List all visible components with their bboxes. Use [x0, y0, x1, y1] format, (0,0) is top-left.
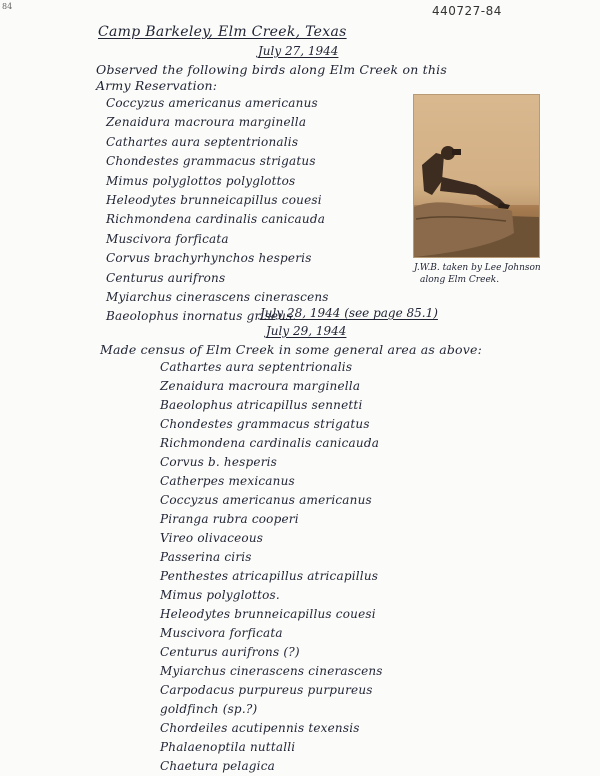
species-item: Chondestes grammacus strigatus	[160, 417, 370, 431]
photo-caption-line-2: along Elm Creek.	[420, 275, 500, 285]
species-item: Chondestes grammacus strigatus	[106, 154, 316, 169]
entry-date-july-27: July 27, 1944	[258, 44, 339, 58]
species-item: Mimus polyglottos.	[160, 588, 280, 602]
species-item: Myiarchus cinerascens cinerascens	[106, 289, 329, 304]
species-list-july-27	[106, 94, 329, 327]
location-heading: Camp Barkeley, Elm Creek, Texas	[98, 24, 347, 40]
species-item: Baeolophus inornatus griseus.	[106, 309, 297, 324]
census-intro: Made census of Elm Creek in some general area as above:	[100, 342, 483, 357]
species-item: Passerina ciris	[160, 550, 252, 564]
photo-caption-line-1: J.W.B. taken by Lee Johnson	[414, 263, 541, 273]
species-item: Penthestes atricapillus atricapillus	[160, 569, 379, 583]
catalog-number: 440727-84	[432, 4, 502, 18]
entry-date-july-29: July 29, 1944	[266, 324, 347, 338]
species-item: Heleodytes brunneicapillus couesi	[160, 607, 376, 621]
species-item: Baeolophus atricapillus sennetti	[160, 398, 363, 412]
species-item: goldfinch (sp.?)	[160, 702, 258, 716]
species-item: Chordeiles acutipennis texensis	[160, 721, 360, 735]
species-item: Richmondena cardinalis canicauda	[106, 212, 326, 227]
species-item: Coccyzus americanus americanus	[160, 493, 372, 507]
field-photograph	[414, 95, 539, 257]
species-item: Phalaenoptila nuttalli	[160, 740, 296, 754]
species-item: Centurus aurifrons	[106, 270, 226, 285]
entry-intro-line-1: Observed the following birds along Elm Creek on this	[96, 62, 447, 77]
species-item: Coccyzus americanus americanus	[106, 96, 318, 110]
species-item: Heleodytes brunneicapillus couesi	[106, 192, 322, 207]
photo-caption	[414, 262, 574, 286]
species-item: Cathartes aura septentrionalis	[160, 360, 353, 374]
species-item: Muscivora forficata	[160, 626, 283, 640]
species-item: Vireo olivaceous	[160, 531, 264, 545]
corner-page-mark: 84	[2, 2, 13, 11]
species-item: Catherpes mexicanus	[160, 474, 295, 488]
binoculars	[452, 149, 461, 155]
species-item: Myiarchus cinerascens cinerascens	[160, 664, 383, 678]
species-item: Corvus brachyrhynchos hesperis	[106, 251, 312, 266]
species-item: Zenaidura macroura marginella	[160, 379, 361, 393]
species-item: Zenaidura macroura marginella	[106, 115, 307, 130]
species-item: Mimus polyglottos polyglottos	[106, 173, 296, 188]
entry-date-july-28: July 28, 1944 (see page 85.1)	[260, 306, 438, 320]
species-item: Piranga rubra cooperi	[160, 512, 299, 526]
photo-scene	[414, 95, 539, 257]
species-item: Centurus aurifrons (?)	[160, 645, 300, 659]
entry-intro-line-2: Army Reservation:	[96, 78, 218, 93]
species-item: Richmondena cardinalis canicauda	[160, 436, 380, 450]
species-item: Chaetura pelagica	[160, 759, 275, 773]
species-item: Cathartes aura septentrionalis	[106, 134, 299, 149]
species-item: Carpodacus purpureus purpureus	[160, 683, 373, 697]
species-item: Corvus b. hesperis	[160, 455, 278, 469]
species-item: Muscivora forficata	[106, 231, 229, 246]
species-list-july-29	[160, 358, 383, 776]
